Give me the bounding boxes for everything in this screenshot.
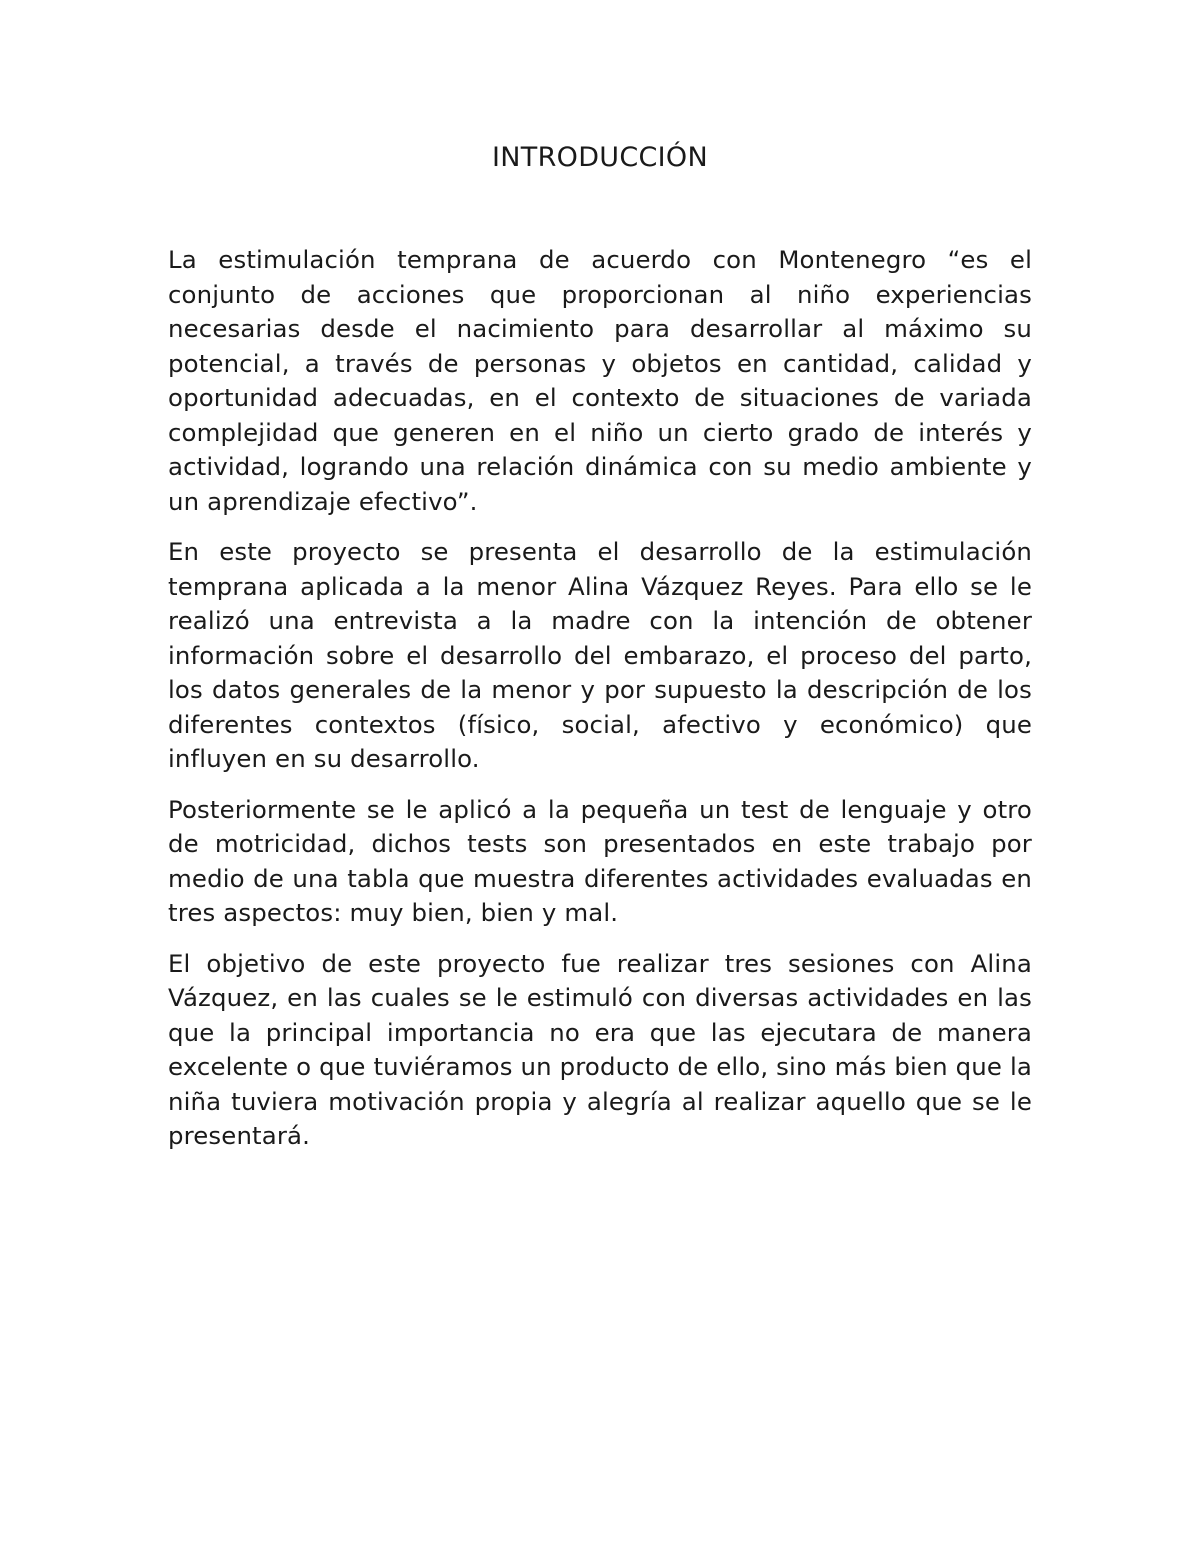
- paragraph-1: La estimulación temprana de acuerdo con Montenegro “es el conjunto de acciones que proporcionan al niño experiencias necesarias desde el nacimiento para desarrollar al máximo su potencial, a través de personas y objetos en cantidad, calidad y oportunidad adecuadas, en el contexto de situaciones de variada complejidad que generen en el niño un cierto grado de interés y actividad, logrando una relación dinámica con su medio ambiente y un aprendizaje efectivo”.: [168, 245, 1032, 516]
- paragraph-3: Posteriormente se le aplicó a la pequeña un test de lenguaje y otro de motricidad, dichos tests son presentados en este trabajo por medio de una tabla que muestra diferentes actividades evaluadas en tres aspectos: muy bien, bien y mal.: [168, 794, 1032, 927]
- page-title: INTRODUCCIÓN: [492, 142, 708, 173]
- paragraph-4: El objetivo de este proyecto fue realizar tres sesiones con Alina Vázquez, en las cuales se le estimuló con diversas actividades en las que la principal importancia no era que las ejecutara de manera excelente o que tuviéramos un producto de ello, sino más bien que la niña tuviera motivación propia y alegría al realizar aquello que se le presentará.: [168, 948, 1032, 1150]
- document-body: [168, 243, 1032, 1170]
- paragraph-2: En este proyecto se presenta el desarrollo de la estimulación temprana aplicada a la menor Alina Vázquez Reyes. Para ello se le realizó una entrevista a la madre con la intención de obtener información sobre el desarrollo del embarazo, el proceso del parto, los datos generales de la menor y por supuesto la descripción de los diferentes contextos (físico, social, afectivo y económico) que influyen en su desarrollo.: [168, 537, 1032, 773]
